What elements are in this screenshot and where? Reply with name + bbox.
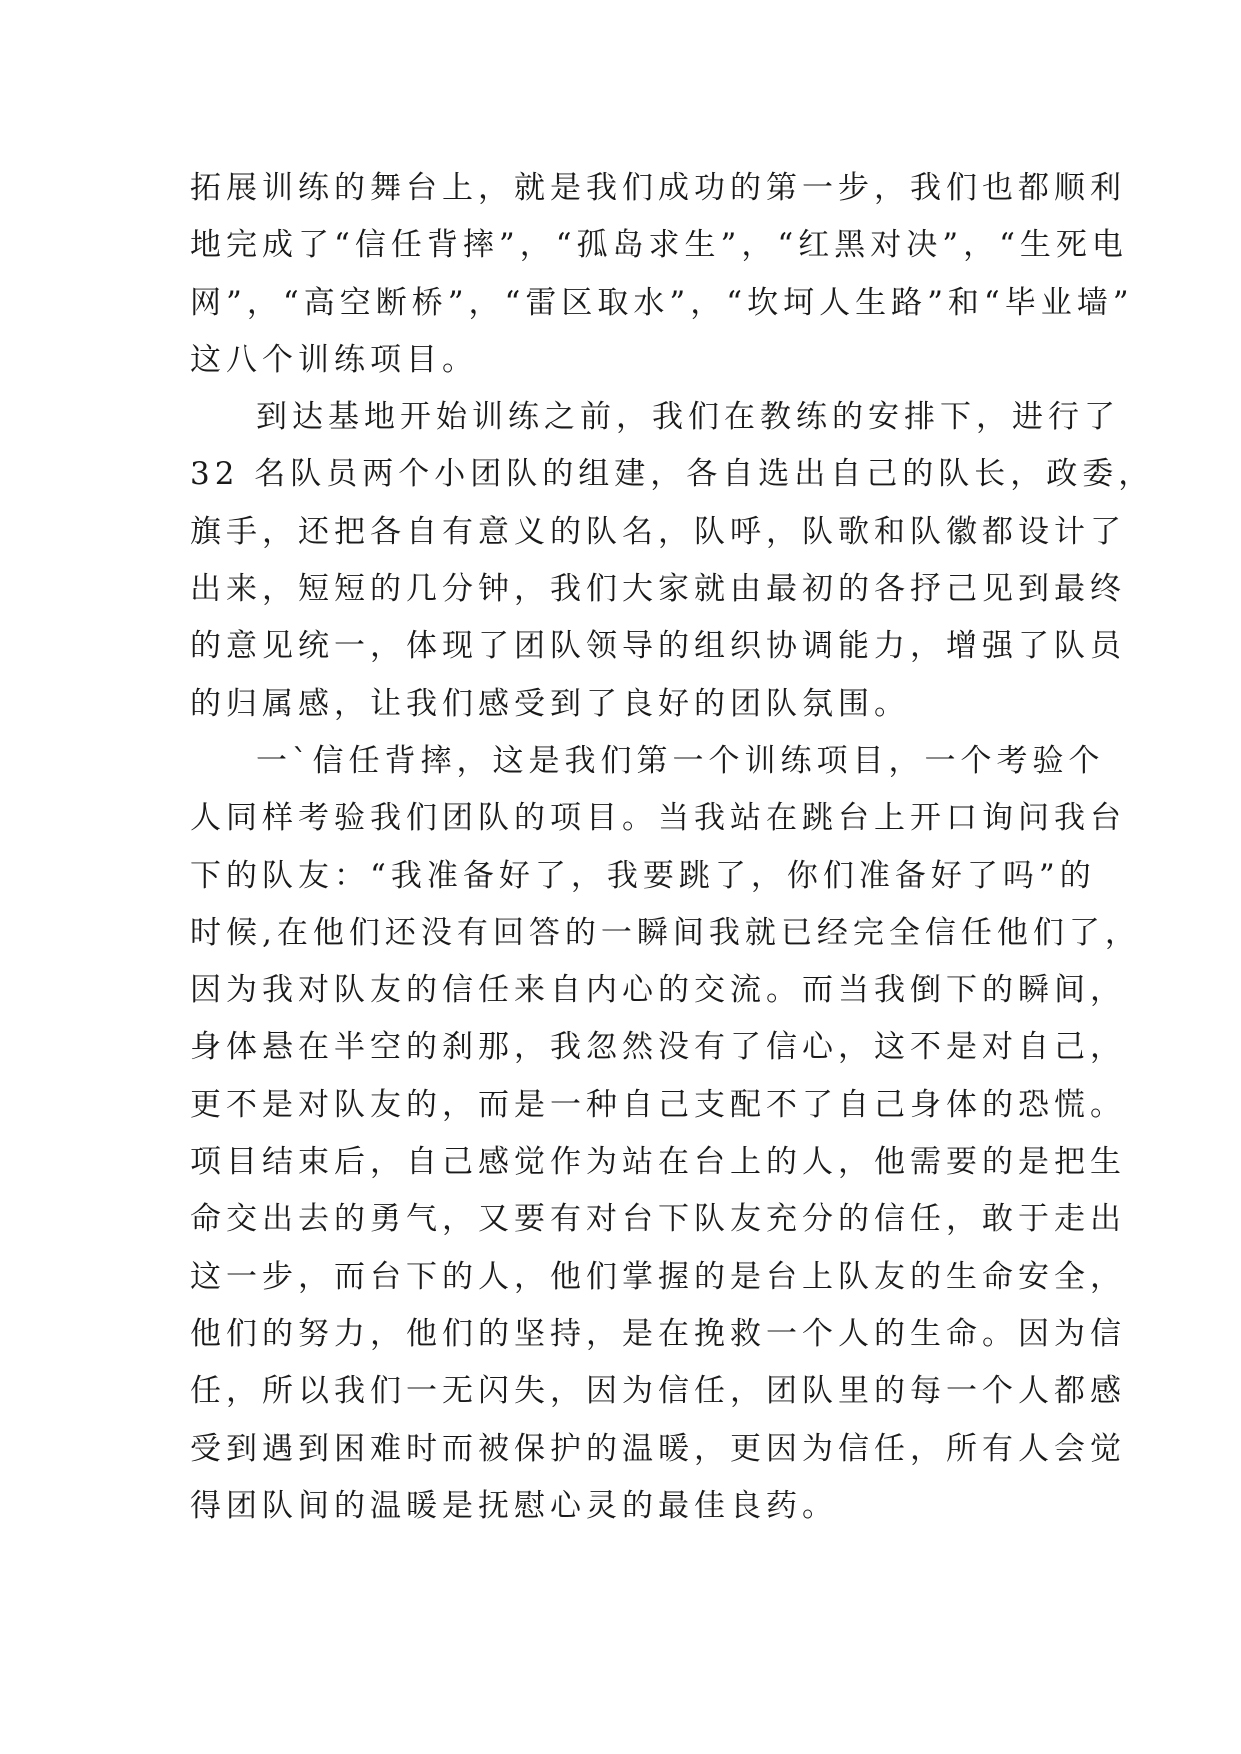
text-line: 这八个训练项目。 [190,341,478,378]
text-line: 拓展训练的舞台上，就是我们成功的第一步，我们也都顺利 [190,170,1126,206]
text-line: 任，所以我们一无闪失，因为信任，团队里的每一个人都感 [190,1373,1126,1410]
text-line: 地完成了“信任背摔”，“孤岛求生”，“红黑对决”，“生死电 [190,227,1128,264]
text-line: 受到遇到困难时而被保护的温暖，更因为信任，所有人会觉 [190,1430,1126,1467]
text-line: 更不是对队友的，而是一种自己支配不了自己身体的恐慌。 [190,1086,1126,1123]
paragraph-3 [190,733,1141,1535]
text-line: 身体悬在半空的刹那，我忽然没有了信心，这不是对自己， [190,1029,1126,1066]
text-line: 下的队友：“我准备好了，我要跳了，你们准备好了吗”的 [190,857,1096,894]
text-line: 到达基地开始训练之前，我们在教练的安排下，进行了 [256,399,1120,436]
text-line: 一`信任背摔，这是我们第一个训练项目，一个考验个 [256,742,1105,779]
paragraph-2 [190,389,1155,733]
paragraph-1 [190,160,1134,389]
text-line: 项目结束后，自己感觉作为站在台上的人，他需要的是把生 [190,1144,1126,1181]
text-line: 这一步，而台下的人，他们掌握的是台上队友的生命安全， [190,1258,1126,1295]
text-line: 出来，短短的几分钟，我们大家就由最初的各抒己见到最终 [190,571,1126,608]
text-line: 32 名队员两个小团队的组建，各自选出自己的队长，政委， [190,456,1155,493]
text-line: 旗手，还把各自有意义的队名，队呼，队歌和队徽都设计了 [190,513,1126,550]
text-line: 网”，“高空断桥”，“雷区取水”，“坎坷人生路”和“毕业墙” [190,284,1134,321]
text-line: 得团队间的温暖是抚慰心灵的最佳良药。 [190,1487,838,1524]
text-line: 时候,在他们还没有回答的一瞬间我就已经完全信任他们了， [190,914,1141,951]
text-line: 他们的努力，他们的坚持，是在挽救一个人的生命。因为信 [190,1315,1126,1352]
text-line: 因为我对队友的信任来自内心的交流。而当我倒下的瞬间， [190,972,1126,1009]
text-line: 的意见统一，体现了团队领导的组织协调能力，增强了队员 [190,628,1126,665]
text-line: 的归属感，让我们感受到了良好的团队氛围。 [190,685,910,722]
text-line: 命交出去的勇气，又要有对台下队友充分的信任，敢于走出 [190,1201,1126,1238]
document-body [190,160,1155,1535]
text-line: 人同样考验我们团队的项目。当我站在跳台上开口询问我台 [190,800,1126,837]
